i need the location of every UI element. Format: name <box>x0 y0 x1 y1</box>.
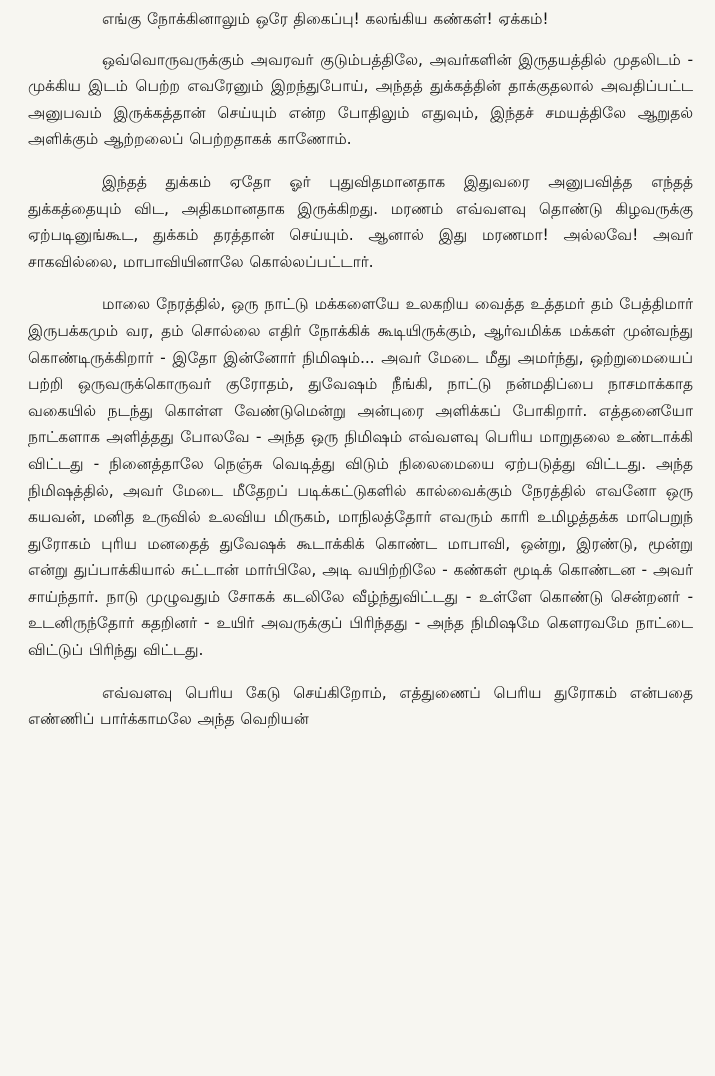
paragraph-2: ஒவ்வொருவருக்கும் அவரவர் குடும்பத்திலே, அவர்களின் இருதயத்தில் முதலிடம் - முக்கிய இடம் பெற்ற எவரேனும் இறந்துபோய், அந்தத் துக்கத்தின் தாக்குதலால் அவதிப்பட்ட அனுபவம் இருக்கத்தான் செய்யும் என்ற போதிலும் எதுவும், இந்தச் சமயத்திலே ஆறுதல் அளிக்கும் ஆற்றலைப் பெற்றதாகக் காணோம். <box>28 50 693 149</box>
paragraph-3: இந்தத் துக்கம் ஏதோ ஓர் புதுவிதமானதாக இதுவரை அனுபவித்த எந்தத் துக்கத்தையும் விட, அதிகமானதாக இருக்கிறது. மரணம் எவ்வளவு தொண்டு கிழவருக்கு ஏற்படினுங்கூட, துக்கம் தரத்தான் செய்யும். ஆனால் இது மரணமா! அல்லவே! அவர் சாகவில்லை, மாபாவியினாலே கொல்லப்பட்டார். <box>28 172 693 271</box>
paragraph-4: மாலை நேரத்தில், ஒரு நாட்டு மக்களையே உலகறிய வைத்த உத்தமர் தம் பேத்திமார் இருபக்கமும் வர, தம் சொல்லை எதிர் நோக்கிக் கூடியிருக்கும், ஆர்வமிக்க மக்கள் முன்வந்து கொண்டிருக்கிறார் - இதோ இன்னோர் நிமிஷம்... அவர் மேடை மீது அமர்ந்து, ஒற்றுமையைப் பற்றி ஒருவருக்கொருவர் குரோதம், துவேஷம் நீங்கி, நாட்டு நன்மதிப்பை நாசமாக்காத வகையில் நடந்து கொள்ள வேண்டுமென்று அன்புரை அளிக்கப் போகிறார். எத்தனையோ நாட்களாக அளித்தது போலவே - அந்த ஒரு நிமிஷம் எவ்வளவு பெரிய மாறுதலை உண்டாக்கி விட்டது - நினைத்தாலே நெஞ்சு வெடித்து விடும் நிலைமையை ஏற்படுத்து விட்டது. அந்த நிமிஷத்தில், அவர் மேடை மீதேறப் படிக்கட்டுகளில் கால்வைக்கும் நேரத்தில் எவனோ ஒரு கயவன், மனித உருவில் உலவிய மிருகம், மாநிலத்தோர் எவரும் காரி உமிழத்தக்க மாபெறுந் துரோகம் புரிய மனதைத் துவேஷக் கூடாக்கிக் கொண்ட மாபாவி, ஒன்று, இரண்டு, மூன்று என்று துப்பாக்கியால் சுட்டான் மார்பிலே, அடி வயிற்றிலே - கண்கள் மூடிக் கொண்டன - அவர் சாய்ந்தார். நாடு முழுவதும் சோகக் கடலிலே வீழ்ந்துவிட்டது - உள்ளே கொண்டு சென்றனர் - உடனிருந்தோர் கதறினர் - உயிர் அவருக்குப் பிரிந்தது - அந்த நிமிஷமே கௌரவமே நாட்டை விட்டுப் பிரிந்து விட்டது. <box>28 295 693 660</box>
paragraph-1: எங்கு நோக்கினாலும் ஒரே திகைப்பு! கலங்கிய கண்கள்! ஏக்கம்! <box>102 10 549 28</box>
paragraph-5: எவ்வளவு பெரிய கேடு செய்கிறோம், எத்துணைப் பெரிய துரோகம் என்பதை எண்ணிப் பார்க்காமலே அந்த வெறியன் <box>28 683 693 729</box>
